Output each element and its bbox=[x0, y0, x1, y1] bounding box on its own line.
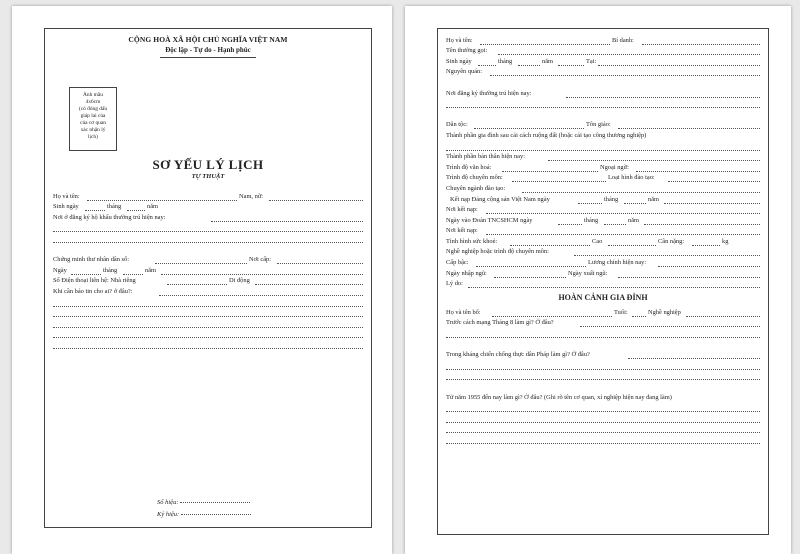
form-row bbox=[446, 88, 760, 99]
id-card-field[interactable] bbox=[155, 263, 247, 264]
month-label: tháng bbox=[498, 57, 513, 65]
join-place-field[interactable] bbox=[486, 213, 760, 214]
family-class-label: Thành phần gia đình sau cải cách ruộng đất (hoặc cải tạo công thương nghiệp) bbox=[446, 131, 647, 139]
nickname-field[interactable] bbox=[498, 54, 760, 55]
hometown-field[interactable] bbox=[490, 75, 760, 76]
blank-line bbox=[446, 328, 760, 339]
photo-text: lịch) bbox=[88, 134, 98, 140]
form-row bbox=[53, 265, 363, 276]
discharge-label: Ngày xuất ngũ: bbox=[568, 269, 608, 277]
form-row bbox=[446, 67, 760, 78]
issued-at-label: Nơi cấp: bbox=[249, 256, 272, 264]
phone-label: Số Điện thoại liên hệ: Nhà riêng bbox=[53, 277, 136, 285]
enlist-label: Ngày nhập ngũ: bbox=[446, 269, 487, 277]
contact-field-cont[interactable] bbox=[53, 348, 363, 349]
photo-text: của cơ quan bbox=[80, 120, 106, 126]
form-row bbox=[446, 162, 760, 173]
since-1955-label: Từ năm 1955 đến nay làm gì? Ở đâu? (Ghi rõ tên cơ quan, xí nghiệp hiện nay đang làm) bbox=[446, 393, 672, 401]
motto: Độc lập - Tự do - Hạnh phúc bbox=[165, 46, 251, 54]
reason-label: Lý do: bbox=[446, 280, 463, 288]
birth-place-label: Tại: bbox=[586, 57, 597, 65]
year-label: năm bbox=[145, 266, 157, 274]
self-class-label: Thành phần bản thân hiện nay: bbox=[446, 153, 525, 161]
issued-at-field[interactable] bbox=[277, 263, 363, 264]
document-subtitle: TỰ THUẬT bbox=[191, 173, 225, 180]
form-row bbox=[446, 307, 760, 318]
father-occupation-field[interactable] bbox=[686, 316, 760, 317]
form-row bbox=[446, 130, 760, 141]
issue-day-field[interactable] bbox=[71, 274, 101, 275]
join-place-label: Nơi kết nạp: bbox=[446, 227, 478, 235]
symbol-line bbox=[157, 511, 251, 518]
religion-field[interactable] bbox=[618, 128, 760, 129]
blank-line bbox=[53, 233, 363, 244]
number-field[interactable] bbox=[180, 502, 250, 503]
father-occupation-label: Nghề nghiệp bbox=[648, 308, 681, 316]
father-name-label: Họ và tên bố: bbox=[446, 308, 481, 316]
mobile-field[interactable] bbox=[255, 284, 363, 285]
form-row bbox=[446, 279, 760, 290]
form-row bbox=[446, 215, 760, 226]
form-row bbox=[446, 205, 760, 216]
residence-field[interactable] bbox=[566, 97, 760, 98]
document-title: SƠ YẾU LÝ LỊCH bbox=[152, 157, 264, 172]
education-field[interactable] bbox=[502, 171, 598, 172]
national-header bbox=[45, 35, 371, 58]
form-row bbox=[446, 46, 760, 57]
since-1955-field-cont[interactable] bbox=[446, 422, 760, 423]
year-label: năm bbox=[542, 57, 554, 65]
join-place-label: Nơi kết nạp: bbox=[446, 206, 478, 214]
header-rule bbox=[160, 57, 256, 58]
number-label: Số hiệu: bbox=[157, 499, 179, 506]
father-name-field[interactable] bbox=[492, 316, 612, 317]
before-1945-field[interactable] bbox=[580, 326, 760, 327]
national-line: CỘNG HOÀ XÃ HỘI CHỦ NGHĨA VIỆT NAM bbox=[128, 35, 288, 44]
anti-french-field[interactable] bbox=[628, 358, 760, 359]
anti-french-field-cont[interactable] bbox=[446, 369, 760, 370]
blank-line bbox=[53, 329, 363, 340]
blank-line bbox=[53, 339, 363, 350]
ethnicity-label: Dân tộc: bbox=[446, 121, 468, 129]
form-row bbox=[53, 255, 363, 266]
enlist-field[interactable] bbox=[494, 277, 566, 278]
form-row bbox=[446, 236, 760, 247]
gender-label: Nam, nữ: bbox=[239, 192, 264, 200]
before-1945-label: Trước cách mạng Tháng 8 làm gì? Ở đâu? bbox=[446, 319, 554, 327]
form-row bbox=[446, 350, 760, 361]
family-section-title: HOÀN CẢNH GIA ĐÌNH bbox=[558, 293, 648, 303]
form-row bbox=[446, 318, 760, 329]
blank-line bbox=[446, 371, 760, 382]
nickname-label: Tên thường gọi: bbox=[446, 47, 488, 55]
religion-label: Tôn giáo: bbox=[586, 121, 611, 129]
blank-line bbox=[446, 381, 760, 392]
page-left bbox=[12, 6, 392, 554]
discharge-field[interactable] bbox=[618, 277, 760, 278]
day-label: Ngày bbox=[53, 266, 67, 274]
weight-field[interactable] bbox=[692, 245, 720, 246]
mobile-label: Di động bbox=[229, 277, 250, 285]
month-label: tháng bbox=[604, 195, 619, 203]
full-name-label: Họ và tên: bbox=[53, 192, 80, 200]
form-row bbox=[446, 183, 760, 194]
photo-box bbox=[69, 87, 117, 151]
anti-french-field-cont[interactable] bbox=[446, 379, 760, 380]
health-field[interactable] bbox=[510, 245, 590, 246]
form-row bbox=[446, 120, 760, 131]
party-join-label: Kết nạp Đảng cộng sản Việt Nam ngày bbox=[450, 195, 550, 203]
symbol-field[interactable] bbox=[181, 514, 251, 515]
number-line bbox=[157, 499, 250, 506]
birth-day-field[interactable] bbox=[85, 210, 105, 211]
blank-line bbox=[53, 244, 363, 255]
birth-day-field[interactable] bbox=[478, 65, 496, 66]
self-class-field[interactable] bbox=[548, 160, 760, 161]
photo-text: xác nhận lý bbox=[80, 127, 106, 133]
personal-info-form bbox=[53, 191, 363, 350]
education-label: Trình độ văn hoá: bbox=[446, 163, 492, 171]
form-row bbox=[53, 276, 363, 287]
major-label: Chuyên ngành đào tạo: bbox=[446, 184, 506, 192]
blank-line bbox=[446, 434, 760, 445]
union-day-field[interactable] bbox=[558, 224, 582, 225]
form-row bbox=[446, 56, 760, 67]
age-label: Tuổi: bbox=[614, 308, 628, 316]
occupation-label: Nghề nghiệp hoặc trình độ chuyên môn: bbox=[446, 248, 549, 256]
form-row bbox=[446, 35, 760, 46]
full-name-field[interactable] bbox=[87, 200, 237, 201]
full-name-field[interactable] bbox=[480, 44, 610, 45]
residence-field-cont[interactable] bbox=[446, 107, 760, 108]
form-row bbox=[53, 212, 363, 223]
residence-field[interactable] bbox=[211, 221, 363, 222]
form-row bbox=[53, 191, 363, 202]
month-label: tháng bbox=[584, 216, 599, 224]
birth-month-field[interactable] bbox=[127, 210, 145, 211]
since-1955-field-cont[interactable] bbox=[446, 443, 760, 444]
form-row bbox=[446, 152, 760, 163]
weight-label: Cân nặng: bbox=[658, 237, 685, 245]
symbol-label: Ký hiệu: bbox=[157, 511, 180, 518]
page-border bbox=[437, 28, 769, 535]
family-class-field[interactable] bbox=[446, 150, 760, 151]
blank-line bbox=[446, 99, 760, 110]
blank-line bbox=[446, 360, 760, 371]
birth-date-label: Sinh ngày bbox=[446, 57, 472, 65]
year-label: năm bbox=[147, 203, 159, 211]
expertise-label: Trình độ chuyên môn: bbox=[446, 174, 503, 182]
page-right bbox=[405, 6, 791, 554]
training-type-label: Loại hình đào tạo: bbox=[608, 174, 655, 182]
blank-line bbox=[446, 413, 760, 424]
residence-field-cont[interactable] bbox=[53, 231, 363, 232]
union-month-field[interactable] bbox=[604, 224, 626, 225]
ethnicity-field[interactable] bbox=[474, 128, 584, 129]
birth-year-field[interactable] bbox=[558, 65, 584, 66]
height-label: Cao bbox=[592, 237, 603, 245]
id-card-label: Chứng minh thư nhân dân số: bbox=[53, 256, 129, 264]
training-type-field[interactable] bbox=[668, 181, 760, 182]
birth-place-field[interactable] bbox=[598, 65, 760, 66]
blank-line bbox=[446, 339, 760, 350]
since-1955-field-cont[interactable] bbox=[446, 432, 760, 433]
photo-text: Ảnh mầu bbox=[83, 92, 103, 98]
expertise-field[interactable] bbox=[512, 181, 606, 182]
salary-label: Lương chính hiện nay: bbox=[588, 259, 647, 267]
rank-field[interactable] bbox=[476, 266, 586, 267]
salary-field[interactable] bbox=[658, 266, 760, 267]
form-row bbox=[446, 268, 760, 279]
residence-field-cont[interactable] bbox=[53, 242, 363, 243]
page-border bbox=[44, 28, 372, 528]
foreign-lang-label: Ngoại ngữ: bbox=[600, 163, 629, 171]
form-row bbox=[53, 202, 363, 213]
since-1955-field[interactable] bbox=[446, 411, 760, 412]
year-label: năm bbox=[648, 195, 660, 203]
contact-field-cont[interactable] bbox=[53, 337, 363, 338]
contact-field-cont[interactable] bbox=[53, 306, 363, 307]
blank-line bbox=[53, 318, 363, 329]
major-field[interactable] bbox=[522, 192, 760, 193]
photo-text: 4x6cm bbox=[85, 99, 101, 105]
blank-line bbox=[446, 424, 760, 435]
month-label: tháng bbox=[107, 203, 122, 211]
form-row bbox=[446, 392, 760, 403]
blank-line bbox=[446, 403, 760, 414]
party-month-field[interactable] bbox=[624, 203, 646, 204]
photo-text: giáp lai của bbox=[80, 113, 106, 119]
before-1945-field-cont[interactable] bbox=[446, 337, 760, 338]
blank-line bbox=[53, 223, 363, 234]
form-row bbox=[53, 286, 363, 297]
residence-label: Nơi ở đăng ký hộ khẩu thường trú hiện nay: bbox=[53, 213, 166, 221]
occupation-field[interactable] bbox=[574, 255, 760, 256]
contact-field[interactable] bbox=[159, 295, 363, 296]
hometown-label: Nguyên quán: bbox=[446, 68, 483, 76]
blank-line bbox=[446, 109, 760, 120]
foreign-lang-field[interactable] bbox=[636, 171, 760, 172]
height-field[interactable] bbox=[608, 245, 656, 246]
month-label: tháng bbox=[103, 266, 118, 274]
birth-date-label: Sinh ngày bbox=[53, 203, 79, 211]
union-year-field[interactable] bbox=[644, 224, 760, 225]
form-row bbox=[446, 226, 760, 237]
home-phone-field[interactable] bbox=[167, 284, 227, 285]
party-year-field[interactable] bbox=[664, 203, 760, 204]
anti-french-label: Trong kháng chiến chống thực dân Pháp làm gì? Ở đâu? bbox=[446, 351, 590, 359]
contact-label: Khi cần báo tin cho ai? ở đâu?: bbox=[53, 287, 133, 295]
residence-label: Nơi đăng ký thường trú hiện nay: bbox=[446, 89, 532, 97]
detail-info-form bbox=[446, 35, 760, 445]
full-name-label: Họ và tên: bbox=[446, 36, 473, 44]
blank-line bbox=[53, 297, 363, 308]
photo-text: (có đóng dấu bbox=[78, 106, 108, 112]
form-row bbox=[446, 173, 760, 184]
issue-year-field[interactable] bbox=[161, 274, 363, 275]
contact-field-cont[interactable] bbox=[53, 327, 363, 328]
kg-label: kg bbox=[722, 237, 729, 245]
union-place-field[interactable] bbox=[486, 234, 760, 235]
alias-field[interactable] bbox=[642, 44, 760, 45]
age-field[interactable] bbox=[632, 316, 646, 317]
alias-label: Bí danh: bbox=[612, 36, 634, 44]
blank-line bbox=[53, 308, 363, 319]
year-label: năm bbox=[628, 216, 640, 224]
birth-month-field[interactable] bbox=[518, 65, 540, 66]
form-row bbox=[446, 257, 760, 268]
party-day-field[interactable] bbox=[578, 203, 602, 204]
issue-month-field[interactable] bbox=[123, 274, 143, 275]
form-row bbox=[446, 194, 760, 205]
contact-field-cont[interactable] bbox=[53, 316, 363, 317]
health-label: Tình hình sức khoẻ: bbox=[446, 237, 498, 245]
form-row bbox=[446, 247, 760, 258]
blank-line bbox=[446, 141, 760, 152]
blank-line bbox=[446, 77, 760, 88]
gender-field[interactable] bbox=[269, 200, 363, 201]
union-join-label: Ngày vào Đoàn TNCSHCM ngày bbox=[446, 216, 533, 224]
rank-label: Cấp bậc: bbox=[446, 259, 469, 267]
reason-field[interactable] bbox=[468, 287, 760, 288]
